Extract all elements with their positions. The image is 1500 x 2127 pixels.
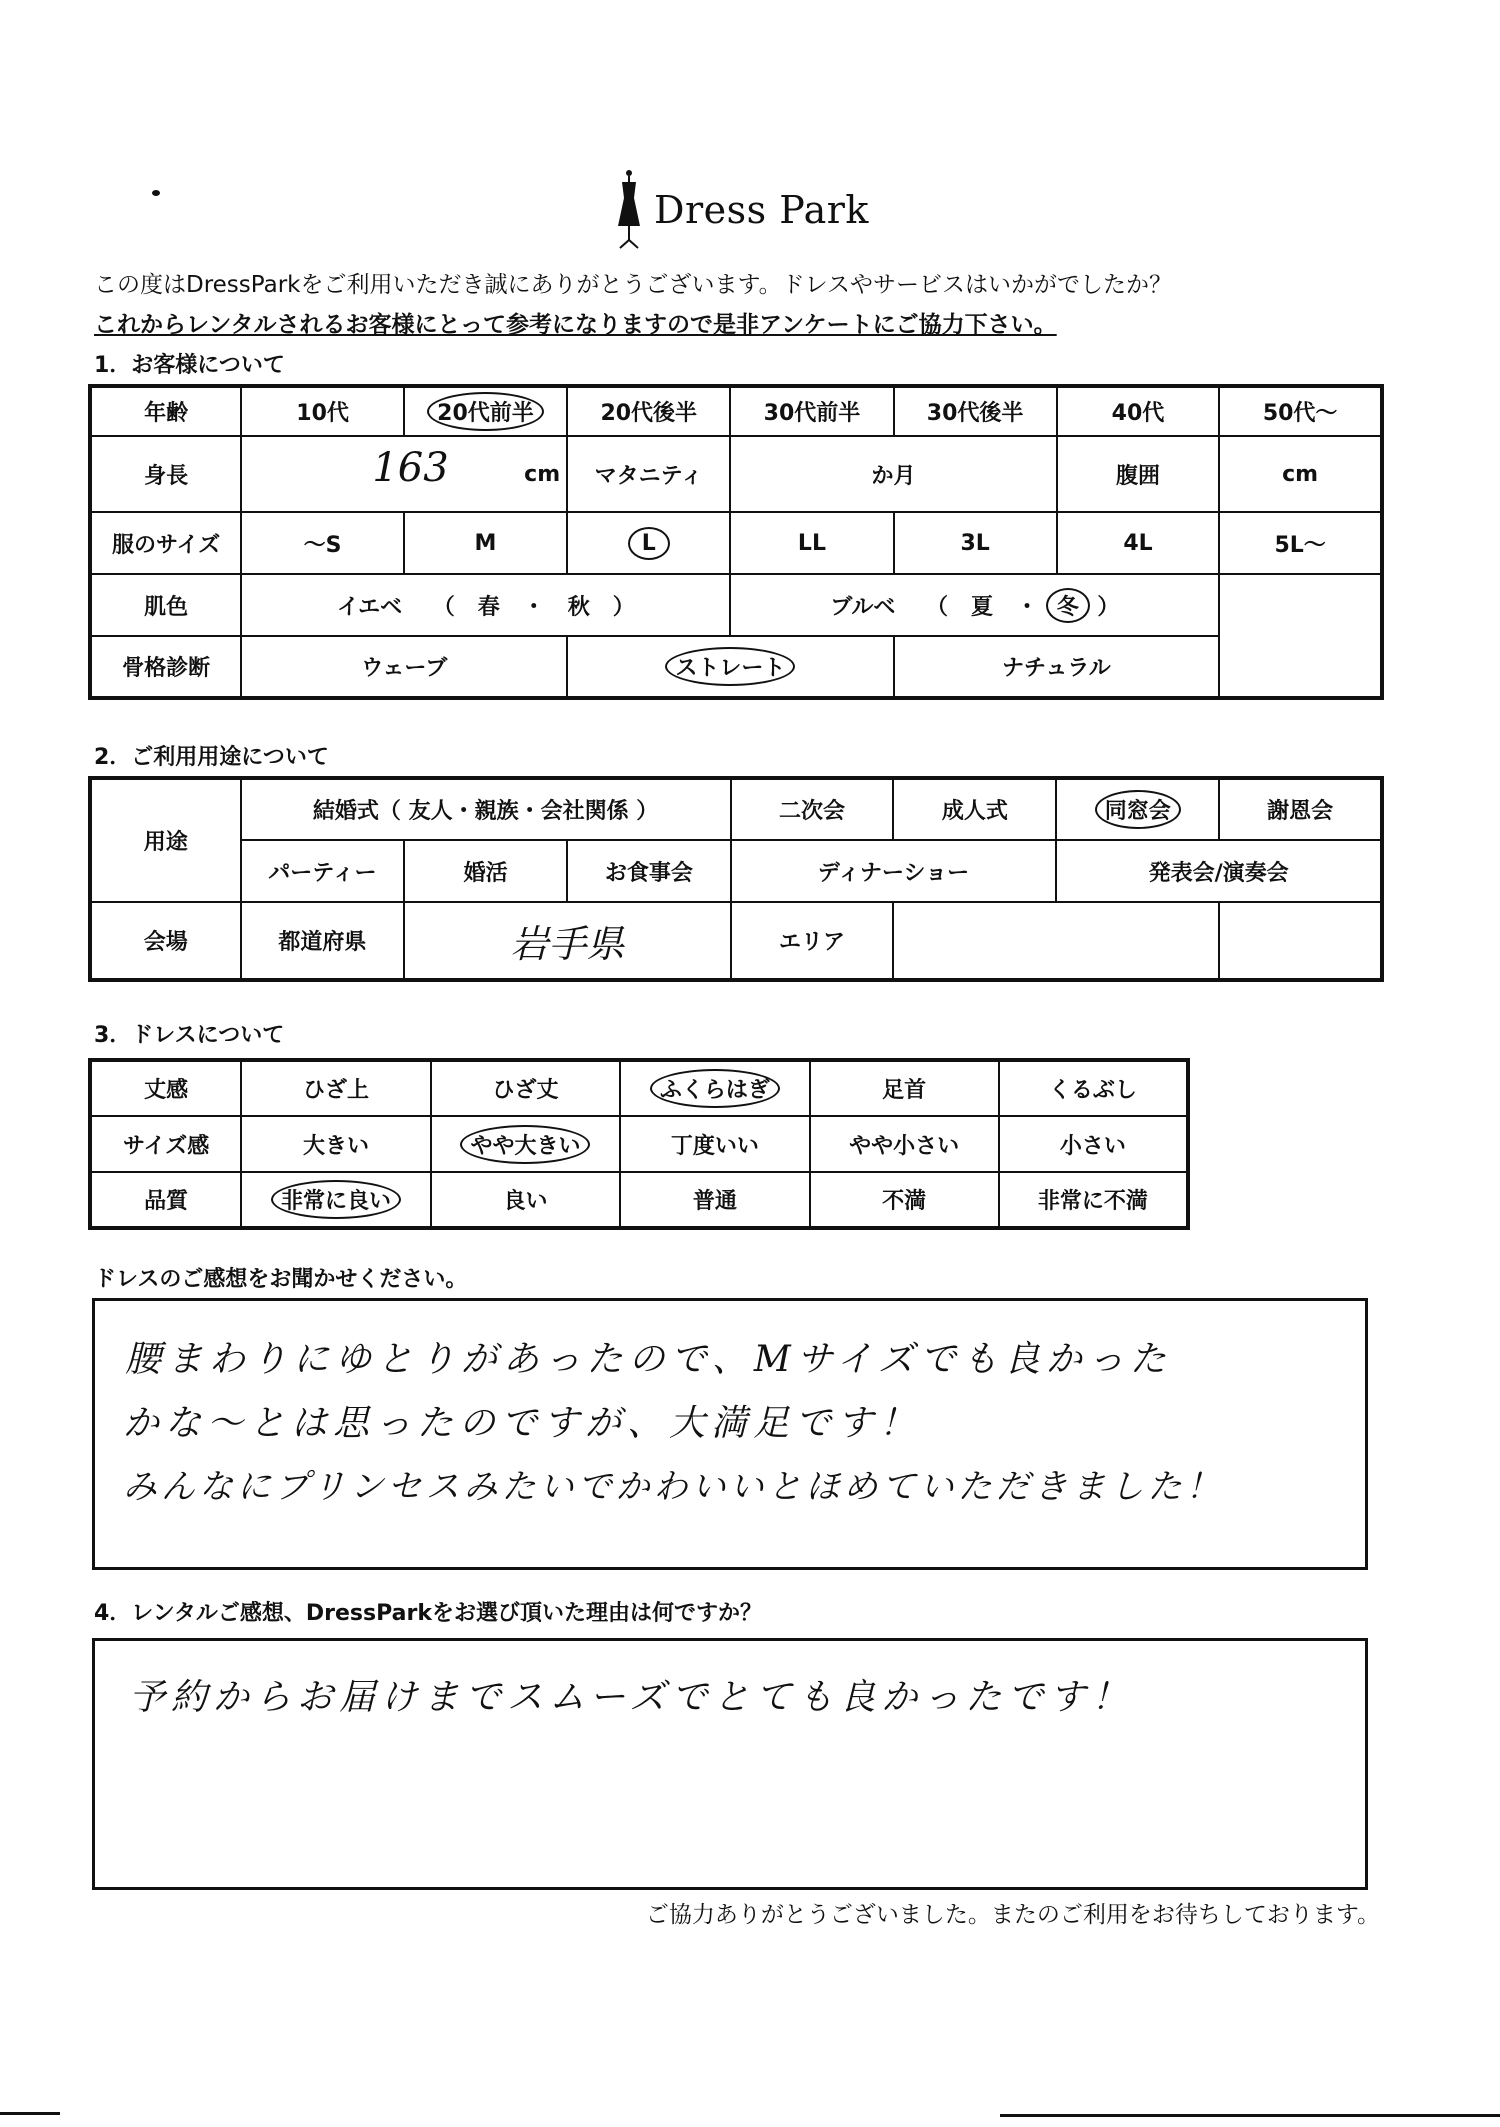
length-option[interactable]: ひざ丈 (431, 1060, 620, 1116)
paren: （ (432, 594, 455, 620)
section4-answer-box[interactable] (92, 1638, 1368, 1890)
separator: ・ (1016, 594, 1039, 620)
size-row (90, 512, 1382, 574)
yellow-base-label: イエベ (336, 594, 403, 620)
fit-option[interactable]: 大きい (241, 1116, 430, 1172)
wedding-option[interactable]: 結婚式（ 友人・親族・会社関係 ） (241, 778, 731, 840)
size-option[interactable]: 5L～ (1219, 512, 1382, 574)
afterparty-option[interactable]: 二次会 (731, 778, 894, 840)
skeleton-row (90, 636, 1382, 698)
fit-option[interactable]: 丁度いい (620, 1116, 809, 1172)
length-row (90, 1060, 1188, 1116)
paren: ） (612, 594, 635, 620)
age-option[interactable]: 20代後半 (567, 386, 730, 436)
fit-row (90, 1116, 1188, 1172)
age-row (90, 386, 1382, 436)
height-field[interactable] (241, 436, 567, 512)
skin-row (90, 574, 1382, 636)
fit-option[interactable]: 小さい (999, 1116, 1188, 1172)
size-label: 服のサイズ (90, 512, 241, 574)
section1-title: 1．お客様について (94, 353, 285, 378)
age-option[interactable]: 30代前半 (730, 386, 893, 436)
size-option-selected[interactable] (567, 512, 730, 574)
scan-edge-line (1000, 2114, 1500, 2117)
length-option[interactable]: ひざ上 (241, 1060, 430, 1116)
selection-circle: 20代前半 (427, 392, 544, 431)
blue-base-option[interactable] (730, 574, 1219, 636)
intro-request: これからレンタルされるお客様にとって参考になりますので是非アンケートにご協力下さい。 (94, 312, 1057, 338)
age-option[interactable]: 10代 (241, 386, 403, 436)
yellow-base-option[interactable] (241, 574, 730, 636)
footer-thanks: ご協力ありがとうございました。またのご利用をお待ちしております。 (645, 1902, 1380, 1928)
thanks-party-option[interactable]: 謝恩会 (1219, 778, 1382, 840)
empty-cell (1219, 574, 1382, 636)
section4-title: 4．レンタルご感想、DressParkをお選び頂いた理由は何ですか？ (94, 1601, 762, 1626)
paren: ） (1097, 594, 1120, 620)
waist-field[interactable] (1219, 436, 1382, 512)
empty-cell (1219, 636, 1382, 698)
maternity-label: マタニティ (567, 436, 730, 512)
age-option[interactable]: 30代後半 (894, 386, 1057, 436)
dinner-show-option[interactable]: ディナーショー (731, 840, 1057, 902)
selection-circle: 同窓会 (1095, 790, 1181, 829)
length-option[interactable]: 足首 (810, 1060, 999, 1116)
dress-form-icon (612, 168, 646, 252)
blue-base-label: ブルベ (830, 594, 896, 620)
dresspark-logo (612, 168, 869, 252)
impressions-line: みんなにプリンセスみたいでかわいいとほめていただきました！ (123, 1467, 1224, 1507)
selection-circle: L (628, 527, 670, 560)
section4-answer: 予約からお届けまでスムーズでとても良かったです！ (129, 1677, 1134, 1718)
winter-option-selected[interactable]: 冬 (1046, 588, 1090, 623)
reunion-option-selected[interactable] (1056, 778, 1219, 840)
section2-title: 2．ご利用用途について (94, 745, 329, 770)
intro-text: この度はDressParkをご利用いただき誠にありがとうございます。ドレスやサービスはいかがでしたか？ (94, 272, 1172, 298)
section3-title: 3．ドレスについて (94, 1023, 285, 1048)
quality-option[interactable]: 良い (431, 1172, 620, 1228)
height-unit: cm (524, 461, 561, 487)
summer-option[interactable]: 夏 (971, 594, 994, 620)
empty-cell (1219, 902, 1382, 980)
size-option[interactable]: ～S (241, 512, 403, 574)
selection-circle: 非常に良い (271, 1180, 401, 1219)
age-option[interactable]: 50代～ (1219, 386, 1382, 436)
age-option-selected[interactable] (404, 386, 567, 436)
size-option[interactable]: M (404, 512, 567, 574)
separator: ・ (522, 594, 545, 620)
waist-label: 腹囲 (1057, 436, 1220, 512)
length-option-selected[interactable] (620, 1060, 809, 1116)
selection-circle: やや大きい (460, 1125, 590, 1164)
customer-table (88, 384, 1384, 700)
recital-option[interactable]: 発表会/演奏会 (1056, 840, 1382, 902)
quality-option-selected[interactable] (241, 1172, 430, 1228)
purpose-table (88, 776, 1384, 982)
venue-label: 会場 (90, 902, 241, 980)
prefecture-label: 都道府県 (241, 902, 405, 980)
quality-row (90, 1172, 1188, 1228)
paren: （ (926, 594, 949, 620)
length-option[interactable]: くるぶし (999, 1060, 1188, 1116)
selection-circle: ストレート (665, 647, 795, 686)
scan-edge-line (0, 2112, 60, 2115)
impressions-answer-box[interactable] (92, 1298, 1368, 1570)
dinner-option[interactable]: お食事会 (567, 840, 730, 902)
fit-option[interactable]: やや小さい (810, 1116, 999, 1172)
dress-table (88, 1058, 1190, 1230)
skeleton-option[interactable]: ナチュラル (894, 636, 1220, 698)
konkatsu-option[interactable]: 婚活 (404, 840, 567, 902)
months-unit: か月 (871, 463, 916, 489)
impressions-line-continued: かな～とは思ったのですが、大満足です！ (123, 1403, 922, 1444)
quality-option[interactable]: 非常に不満 (999, 1172, 1188, 1228)
quality-label: 品質 (90, 1172, 241, 1228)
impressions-title: ドレスのご感想をお聞かせください。 (94, 1267, 468, 1292)
fit-label: サイズ感 (90, 1116, 241, 1172)
skeleton-label: 骨格診断 (90, 636, 241, 698)
skeleton-option-selected[interactable] (567, 636, 893, 698)
skin-label: 肌色 (90, 574, 241, 636)
area-label: エリア (731, 902, 894, 980)
autumn-option[interactable]: 秋 (567, 594, 590, 620)
selection-circle: ふくらはぎ (650, 1069, 780, 1108)
prefecture-value: 岩手県 (510, 922, 625, 966)
maternity-field[interactable] (730, 436, 1056, 512)
age-option[interactable]: 40代 (1057, 386, 1220, 436)
length-label: 丈感 (90, 1060, 241, 1116)
spring-option[interactable]: 春 (477, 594, 500, 620)
height-label: 身長 (90, 436, 241, 512)
purpose-label: 用途 (90, 778, 241, 902)
coming-of-age-option[interactable]: 成人式 (893, 778, 1056, 840)
quality-option[interactable]: 不満 (810, 1172, 999, 1228)
size-option[interactable]: LL (730, 512, 893, 574)
area-field[interactable] (893, 902, 1219, 980)
size-option[interactable]: 4L (1057, 512, 1220, 574)
waist-unit: cm (1282, 461, 1319, 487)
size-option[interactable]: 3L (894, 512, 1057, 574)
age-label: 年齢 (90, 386, 241, 436)
scan-speck (152, 190, 160, 196)
skeleton-option[interactable]: ウェーブ (241, 636, 567, 698)
fit-option-selected[interactable] (431, 1116, 620, 1172)
logo-text: Dress Park (654, 188, 869, 232)
party-option[interactable]: パーティー (241, 840, 405, 902)
height-row (90, 436, 1382, 512)
quality-option[interactable]: 普通 (620, 1172, 809, 1228)
prefecture-field[interactable] (404, 902, 730, 980)
impressions-line: 腰まわりにゆとりがあったので、Mサイズでも良かった (125, 1339, 1172, 1380)
height-value: 163 (372, 445, 449, 491)
